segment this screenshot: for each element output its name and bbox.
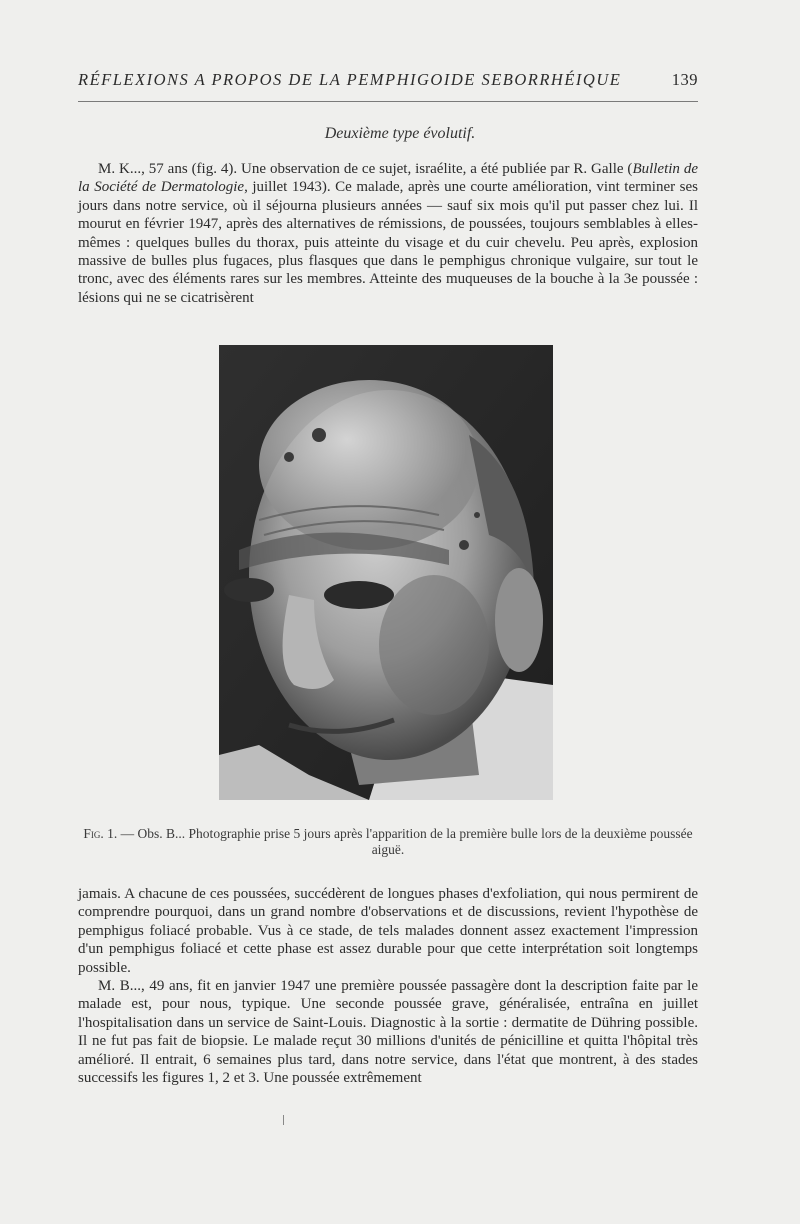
running-title: RÉFLEXIONS A PROPOS DE LA PEMPHIGOIDE SEBORRHÉIQUE — [78, 70, 622, 89]
paragraph-mk — [78, 160, 698, 307]
paragraph-mk-rest: , juillet 1943). Ce malade, après une courte amélioration, vint terminer ses jours dans notre service, où il séjourna plusieurs années — sauf six mois qu'il put passer chez lui. Il mourut en février 1947, après des alternatives de rémissions, de poussées, toujours semblables à elles-mêmes : quelques bulles du thorax, puis atteinte du visage et du cuir chevelu. Peu après, explosion massive de bulles plus fugaces, plus flasques que dans le pemphigus chronique vulgaire, sur tout le tronc, avec des éléments rares sur les membres. Atteinte des muqueuses de la bouche à la 3e poussée : lésions qui ne se cicatrisèrent — [78, 179, 698, 306]
figure-caption-text: — Obs. B... Photographie prise 5 jours après l'apparition de la première bulle lors de la deuxième poussée aiguë. — [120, 826, 693, 857]
figure-photograph — [219, 345, 553, 800]
paragraph-exfoliation: jamais. A chacune de ces poussées, succédèrent de longues phases d'exfoliation, qui nous permirent de comprendre pourquoi, dans un grand nombre d'observations et de discussions, revient l'hypothèse de pemphigus foliacé probable. Vus à ce stade, de tels malades donnent assez exactement l'impression d'un pemphigus foliacé et cette phase est assez durable pour que cette interprétation soit longtemps possible. — [78, 886, 698, 976]
print-mark — [283, 1115, 284, 1125]
portrait-photo — [219, 345, 553, 800]
page-number: 139 — [671, 70, 698, 89]
figure-caption — [78, 826, 698, 858]
body-paragraph-bottom — [78, 885, 698, 1087]
paragraph-mb: M. B..., 49 ans, fit en janvier 1947 une première poussée passagère dont la description faite par le malade est, pour nous, typique. Une seconde poussée grave, généralisée, entraîna en juillet l'hospitalisation dans un service de Saint-Louis. Diagnostic à la sortie : dermatite de Dühring possible. Il ne fut pas fait de biopsie. Le malade reçut 30 millions d'unités de pénicilline et quitta l'hôpital très amélioré. Il entrait, 6 semaines plus tard, dans notre service, dans l'état que montrent, à des stades successifs les figures 1, 2 et 3. Une poussée extrêmement — [78, 978, 698, 1087]
paragraph-mk-lead: M. K..., 57 ans (fig. 4). Une observation de ce sujet, israélite, a été publiée par R. Galle ( — [98, 161, 633, 177]
body-paragraph-top — [78, 160, 698, 307]
figure-label: Fig. 1. — [83, 826, 118, 841]
journal-citation: Bulletin de la Société de Dermatologie — [78, 161, 698, 196]
section-title: Deuxième type évolutif. — [324, 125, 476, 142]
header-rule — [78, 101, 698, 102]
running-header — [78, 70, 698, 94]
